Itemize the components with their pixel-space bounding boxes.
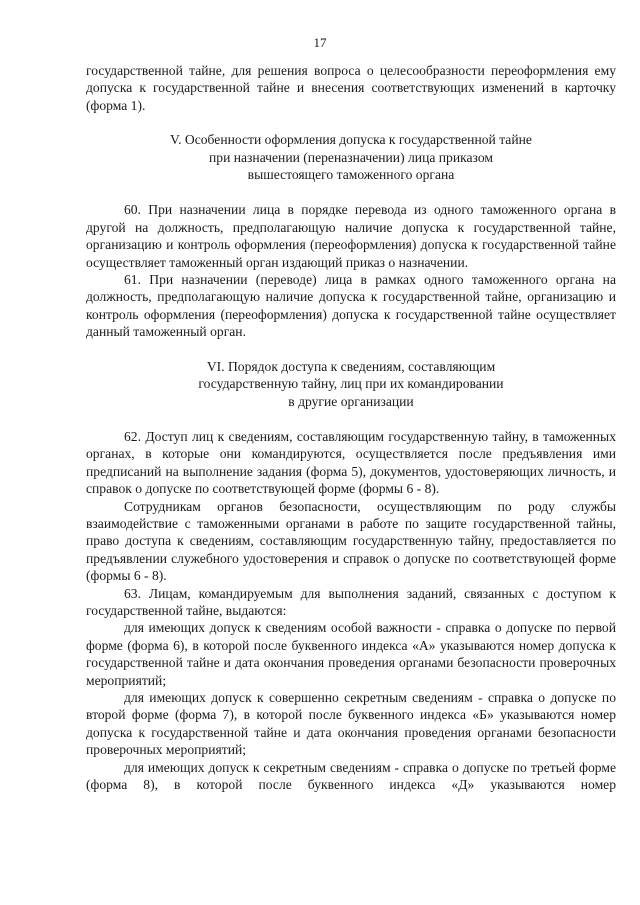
paragraph-form-8: для имеющих допуск к секретным сведениям - справка о допуске по третьей форме (форма 8), в которой после буквенного индекса «Д» указываются номер	[86, 759, 616, 793]
section-6-heading-line: VI. Порядок доступа к сведениям, составляющим	[206, 358, 496, 374]
paragraph-form-6: для имеющих допуск к сведениям особой важности - справка о допуске по первой форме (форма 6), в которой после буквенного индекса «А» указываются номер допуска к государственной тайне и дата окончания проведения органами безопасности проверочных мероприятий;	[86, 620, 616, 688]
paragraph-63: 63. Лицам, командируемым для выполнения заданий, связанных с доступом к государственной тайне, выдаются:	[86, 585, 616, 618]
section-6-heading	[86, 358, 616, 410]
paragraph-61: 61. При назначении (переводе) лица в рамках одного таможенного органа на должность, предполагающую наличие допуска к государственной тайне, организацию и контроль оформления (переоформления) допуска к государственной тайне осуществляет данный таможенный орган.	[86, 272, 616, 340]
paragraph-62: 62. Доступ лиц к сведениям, составляющим государственную тайну, в таможенных органах, в которые они командируются, осуществляется после предъявления ими предписаний на выполнение задания (форма 5), документов, удостоверяющих личность, и справок о допуске по соответствующей форме (формы 6 - 8).	[86, 428, 616, 497]
section-5-heading	[86, 131, 616, 183]
page-number: 17	[313, 35, 327, 50]
document-body	[86, 62, 616, 793]
paragraph-security-officers: Сотрудникам органов безопасности, осуществляющим по роду службы взаимодействие с таможенными органами в работе по защите государственной тайны, право доступа к сведениям, составляющим государственную тайну, предоставляется по предъявлении служебного удостоверения и справок о допуске по соответствующей форме (формы 6 - 8).	[86, 498, 616, 584]
section-5-heading-line: вышестоящего таможенного органа	[247, 167, 455, 183]
section-5-heading-line: при назначении (переназначении) лица приказом	[209, 149, 493, 165]
paragraph-form-7: для имеющих допуск к совершенно секретным сведениям - справка о допуске по второй форме (форма 7), в которой после буквенного индекса «Б» указываются номер допуска к государственной тайне и дата окончания проведения органами безопасности проверочных мероприятий;	[86, 690, 616, 758]
section-6-heading-line: государственную тайну, лиц при их командировании	[198, 376, 504, 392]
intro-paragraph: государственной тайне, для решения вопроса о целесообразности переоформления ему допуска к государственной тайне и внесения соответствующих изменений в карточку (форма 1).	[86, 63, 616, 113]
paragraph-60: 60. При назначении лица в порядке перевода из одного таможенного органа в другой на должность, предполагающую наличие допуска к государственной тайне, организацию и контроль оформления (переоформления) допуска к государственной тайне осуществляет таможенный орган издающий приказ о назначении.	[86, 202, 616, 270]
section-6-heading-line: в другие организации	[288, 393, 414, 409]
section-5-heading-line: V. Особенности оформления допуска к государственной тайне	[170, 132, 532, 148]
